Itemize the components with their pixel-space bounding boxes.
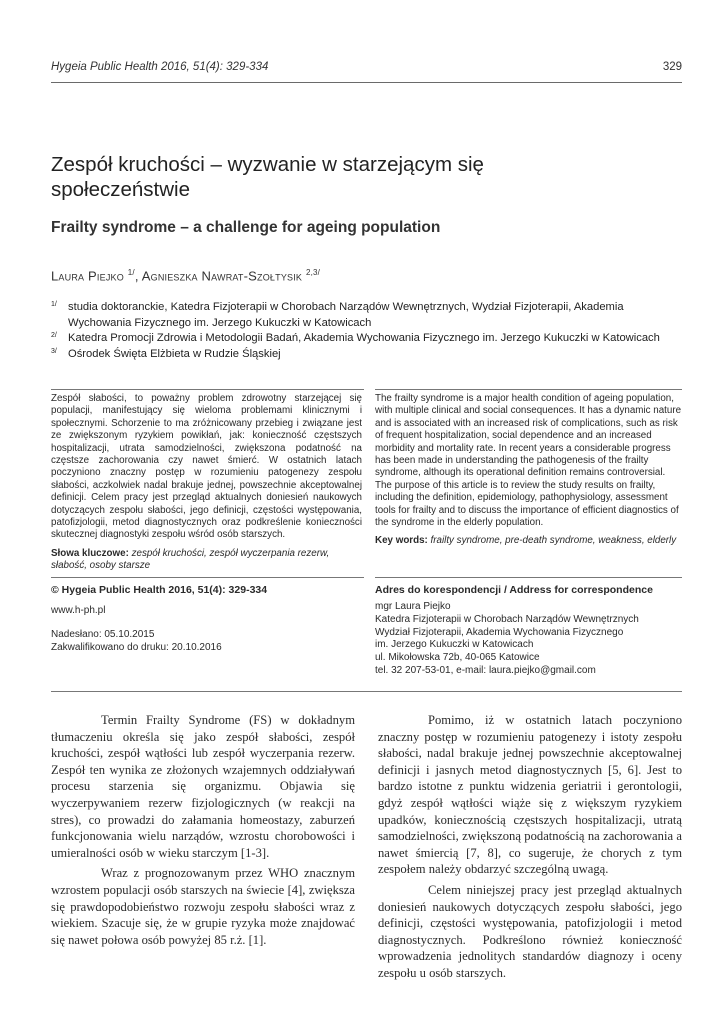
body-paragraph: Wraz z prognozowanym przez WHO znacznym wzrostem populacji osób starszych na świecie [4], zwiększa się prawdopodobieństwo rozwoju zespołu słabości wraz z wiekiem. Szacuje się, że w grupie ryzyka może znajdować się nawet połowa osób powyżej 85 r.ż. [1]. xyxy=(51,866,355,947)
body-column-right xyxy=(378,712,682,982)
article-title-english: Frailty syndrome – a challenge for ageing population xyxy=(51,219,441,236)
front-matter-divider xyxy=(51,691,682,692)
affiliation-mark: 1/ xyxy=(51,301,57,308)
keywords-label: Słowa kluczowe: xyxy=(51,548,129,559)
author-list xyxy=(51,268,320,283)
affiliation-item xyxy=(51,331,691,347)
copyright-line: © Hygeia Public Health 2016, 51(4): 329-334 xyxy=(51,584,268,596)
correspondence-line: im. Jerzego Kukuczki w Katowicach xyxy=(375,639,534,651)
keywords-terms: zespół kruchości, zespół wyczerpania rezerw, słabość, osoby starsze xyxy=(51,548,330,572)
keywords-english xyxy=(375,535,682,547)
abstract-english: The frailty syndrome is a major health condition of ageing population, with multiple clinical and social consequences. It has a dynamic nature and is associated with an increased risk of complications, such as risk of frequent hospitalization, social dependence and an increased morbidity and mortality rate. In recent years a considerable progress has been made in understanding the pathogenesis of the frailty syndrome, although its operational definition remains controversial. The purpose of this article is to review the study results on frailty, including the definition, epidemiology, pathophysiology, assessment tools for frailty and to discuss the importance of efficient diagnostics of the syndrome in the elderly population. xyxy=(375,393,682,529)
correspondence-title: Adres do korespondencji / Address for correspondence xyxy=(375,584,653,596)
abstract-polish: Zespół słabości, to poważny problem zdrowotny starzejącej się populacji, manifestujący się wieloma problemami klinicznymi i społecznymi. Schorzenie to ma zróżnicowany przebieg i związane jest ze zwiększonym ryzykiem powikłań, jak: konieczność częstszych hospitalizacji, utrata samodzielności, zwiększona podatność na częstsze zachorowania czy nawet śmierć. W ostatnich latach poczyniono znaczny postęp w rozumieniu patogenezy zespołu słabości, aczkolwiek nadal brakuje jednej, powszechnie akceptowalnej definicji. Celem pracy jest przegląd aktualnych doniesień naukowych dotyczących zespołu słabości, jego definicji, częstości występowania, patofizjologii, metod diagnostycznych oraz podkreślenie konieczności skutecznej diagnostyki zespołu wśród osób starszych. xyxy=(51,393,362,541)
author-affiliation-mark: 1/ xyxy=(127,268,135,277)
body-paragraph: Celem niniejszej pracy jest przegląd aktualnych doniesień naukowych dotyczących zespołu słabości, jego definicji, częstości występowania, patofizjologii i metod diagnostycznych. Podkreślono również konieczność wprowadzenia jednolitych standardów diagnozy i oceny zespołu u osób starszych. xyxy=(378,882,682,980)
journal-citation-header: Hygeia Public Health 2016, 51(4): 329-334 xyxy=(51,61,269,73)
keywords-polish xyxy=(51,548,362,573)
author-name: Agnieszka Nawrat-Szołtysik xyxy=(141,268,303,284)
submitted-date: Nadesłano: 05.10.2015 xyxy=(51,629,155,640)
body-paragraph: Termin Frailty Syndrome (FS) w dokładnym tłumaczeniu określa się jako zespół słabości, zespół kruchości, zespół wątłości lub zespół wyczerpania rezerw. Zespół ten wynika ze złożonych wzajemnych oddziaływań procesu starzenia się organizmu. Objawia się wyczerpywaniem rezerw fizjologicznych (w reakcji na stres), co prowadzi do załamania homeostazy, zaburzeń funkcjonowania wielu narządów, wzrostu chorobowości i umieralności osób w wieku starczym [1-3]. xyxy=(51,713,355,860)
info-divider-right xyxy=(375,577,682,578)
abstract-divider-left xyxy=(51,389,364,390)
affiliation-text: Ośrodek Święta Elżbieta w Rudzie Śląskiej xyxy=(68,347,281,360)
keywords-terms: frailty syndrome, pre-death syndrome, weakness, elderly xyxy=(430,535,677,546)
affiliation-text: studia doktoranckie, Katedra Fizjoterapii w Chorobach Narządów Wewnętrznych, Wydział Fizjoterapii, Akademia xyxy=(68,301,624,313)
correspondence-line: Katedra Fizjoterapii w Chorobach Narządów Wewnętrznych xyxy=(375,613,639,625)
body-column-left xyxy=(51,712,355,948)
abstract-divider-right xyxy=(375,389,682,390)
accepted-date: Zakwalifikowano do druku: 20.10.2016 xyxy=(51,642,222,653)
page-number: 329 xyxy=(662,61,682,73)
title-line-1: Zespół kruchości – wyzwanie w starzejącym się xyxy=(51,153,484,176)
author-name: Laura Piejko xyxy=(51,268,124,284)
author-separator: , xyxy=(134,268,142,284)
correspondence-line: mgr Laura Piejko xyxy=(375,601,451,612)
affiliation-list xyxy=(51,300,691,362)
article-title-polish xyxy=(51,152,651,202)
correspondence-contact: tel. 32 207-53-01, e-mail: laura.piejko@gmail.com xyxy=(375,664,596,676)
keywords-label: Key words: xyxy=(375,535,428,546)
affiliation-item xyxy=(51,347,691,363)
correspondence-line: Wydział Fizjoterapii, Akademia Wychowania Fizycznego xyxy=(375,626,624,638)
header-divider xyxy=(51,82,682,83)
body-paragraph: Pomimo, iż w ostatnich latach poczyniono znaczny postęp w rozumieniu patogenezy i istoty zespołu słabości, nadal brakuje jednej powszechnie akceptowalnej definicji i jasnych metod diagnostycznych [5, 6]. Jest to bardzo istotne z punktu widzenia geriatrii i gerontologii, gdyż zespół wątłości wiąże się z większym ryzykiem upadków, koniecznością częstszych hospitalizacji, utratą samodzielności, zwiększoną podatnością na zachorowania a nawet śmiercią [7, 8], co sugeruje, że chorych z tym zespołem należy obdarzyć szczególną uwagą. xyxy=(378,713,682,877)
affiliation-text: Wychowania Fizycznego im. Jerzego Kukuczki w Katowicach xyxy=(68,316,372,329)
affiliation-mark: 2/ xyxy=(51,332,57,339)
author-affiliation-mark: 2,3/ xyxy=(305,268,321,277)
info-divider-left xyxy=(51,577,364,578)
affiliation-item xyxy=(51,300,691,331)
correspondence-address xyxy=(375,601,639,678)
journal-website-link[interactable]: www.h-ph.pl xyxy=(51,605,106,616)
publication-dates xyxy=(51,628,222,654)
affiliation-mark: 3/ xyxy=(51,347,57,355)
affiliation-text: Katedra Promocji Zdrowia i Metodologii Badań, Akademia Wychowania Fizycznego im. Jerzego Kukuczki w Katowicach xyxy=(68,332,660,344)
correspondence-line: ul. Mikołowska 72b, 40-065 Katowice xyxy=(375,652,540,664)
title-line-2: społeczeństwie xyxy=(51,178,191,201)
